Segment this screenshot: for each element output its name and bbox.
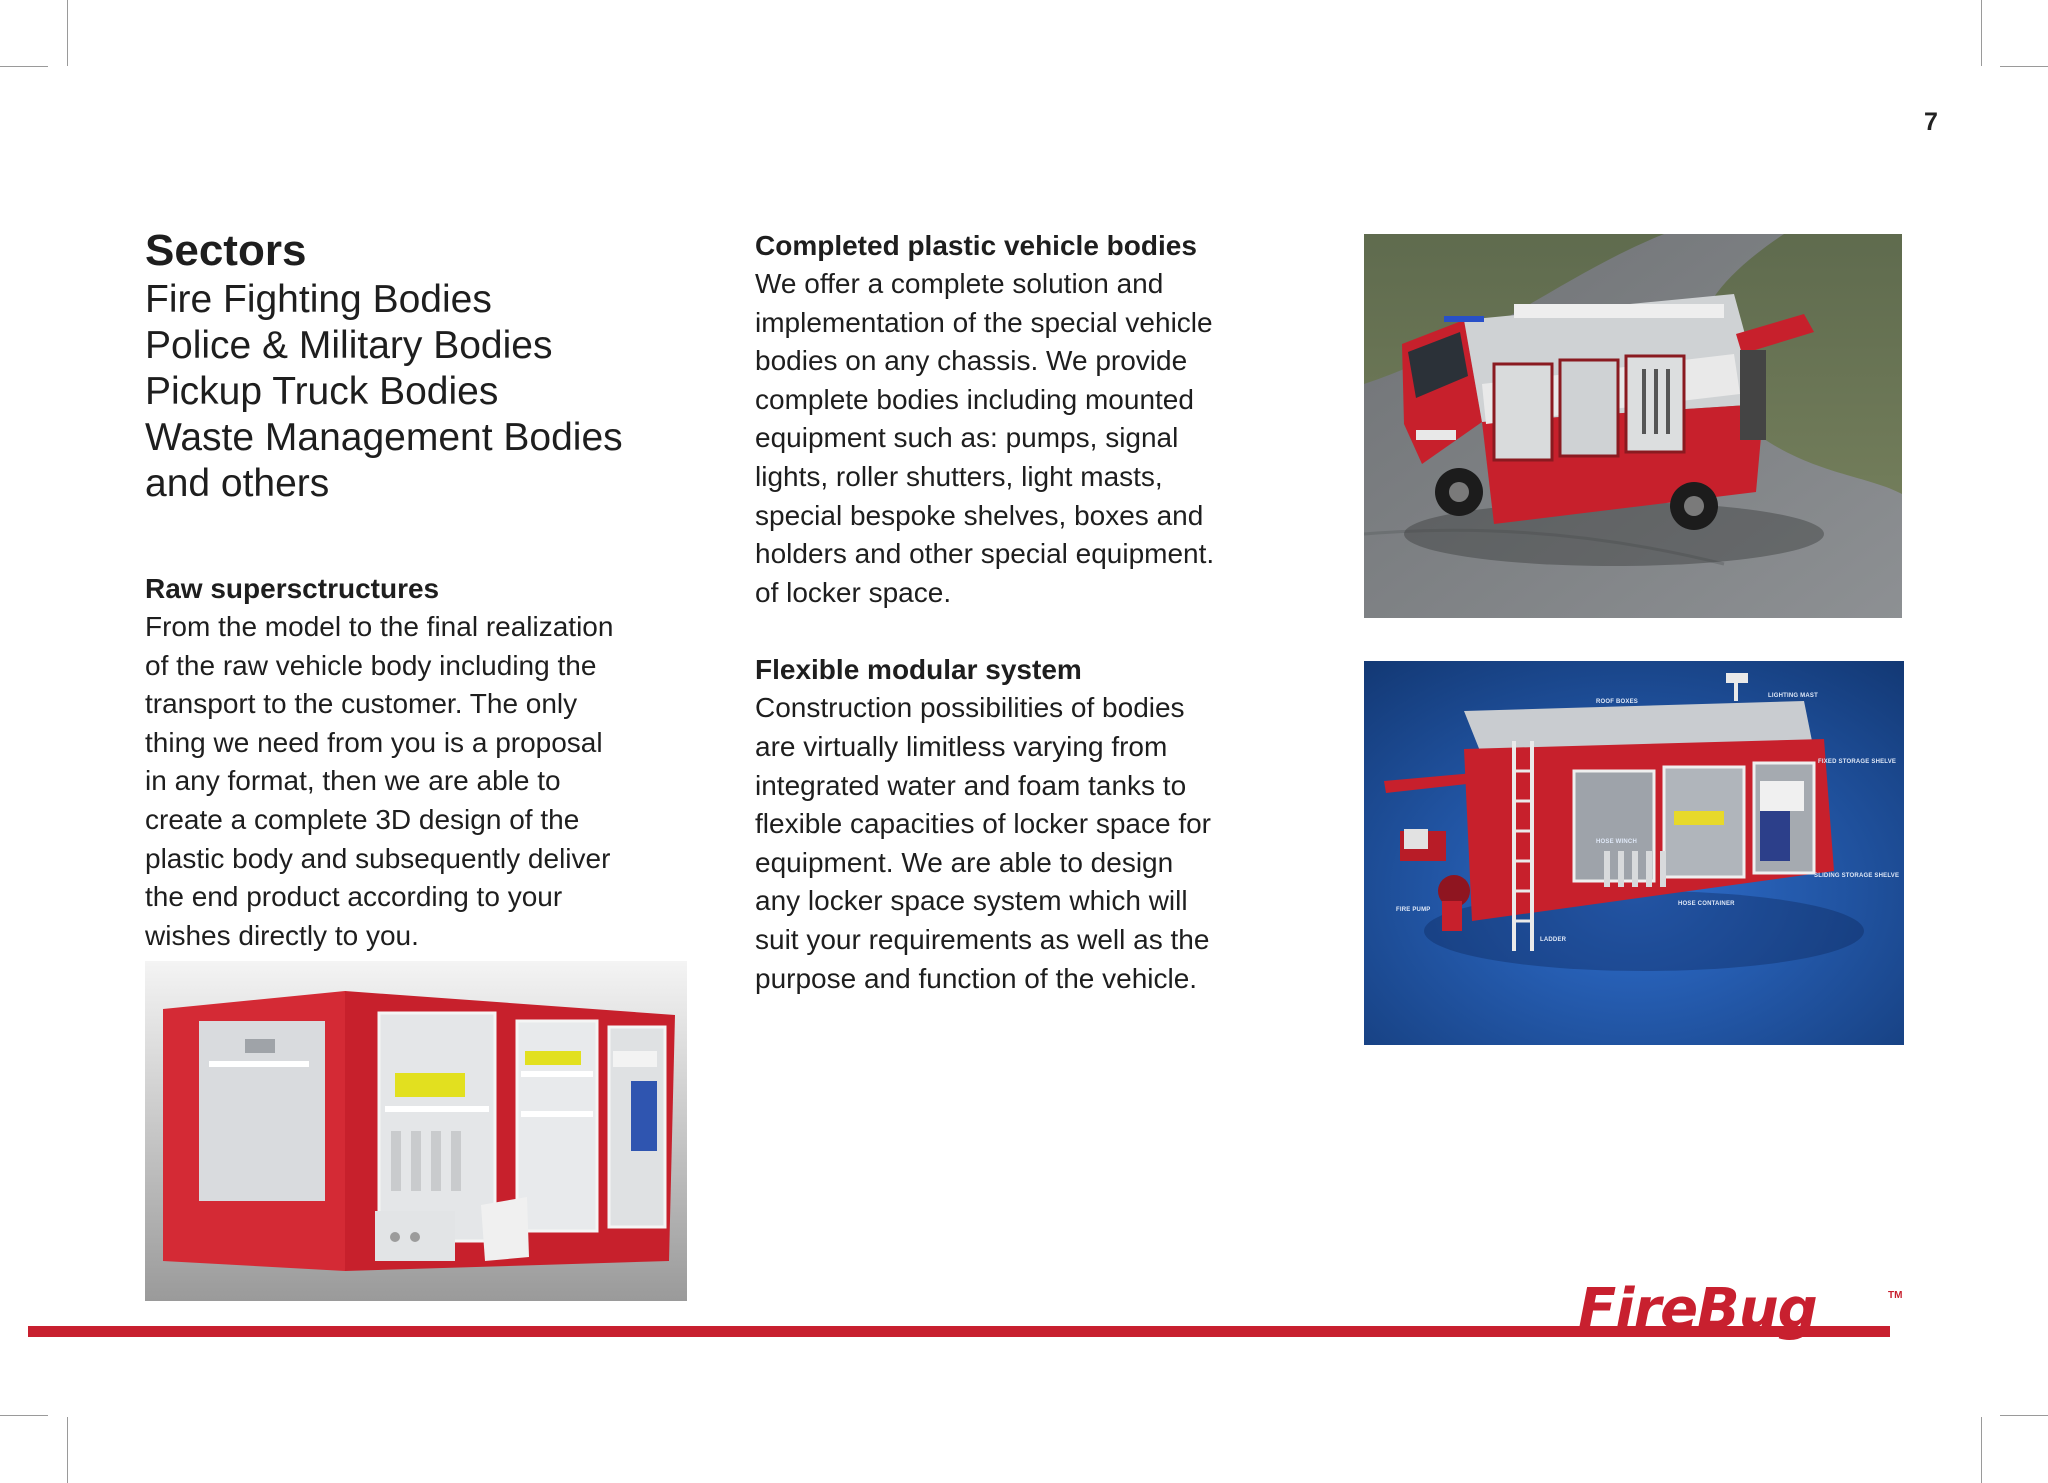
label-fixed-storage-shelve: FIXED STORAGE SHELVE: [1818, 759, 1897, 765]
crop-mark: [67, 1417, 68, 1483]
sector-item: Pickup Truck Bodies: [145, 370, 499, 413]
modular-diagram-illustration: [1364, 661, 1904, 1045]
label-hose-winch: HOSE WINCH: [1596, 839, 1637, 845]
text-line: Construction possibilities of bodies: [755, 692, 1185, 724]
text-line: integrated water and foam tanks to: [755, 769, 1187, 801]
flexible-heading: Flexible modular system: [755, 654, 1082, 686]
raw-body: [145, 608, 705, 955]
text-line: suit your requirements as well as the: [755, 923, 1210, 955]
page-number: 7: [1924, 108, 1938, 136]
fire-truck-photo: [1364, 234, 1902, 618]
crop-mark: [2000, 1415, 2048, 1416]
completed-body: [755, 265, 1315, 612]
crop-mark: [0, 1415, 48, 1416]
text-line: flexible capacities of locker space for: [755, 808, 1211, 840]
crop-mark: [0, 66, 48, 67]
text-line: equipment. We are able to design: [755, 846, 1174, 878]
text-line: bodies on any chassis. We provide: [755, 345, 1188, 377]
sector-item: Police & Military Bodies: [145, 324, 553, 367]
crop-mark: [2000, 66, 2048, 67]
crop-mark: [1981, 1417, 1982, 1483]
label-hose-container: HOSE CONTAINER: [1678, 901, 1735, 907]
flexible-body: [755, 689, 1315, 998]
text-line: implementation of the special vehicle: [755, 306, 1213, 338]
text-line: lights, roller shutters, light masts,: [755, 460, 1163, 492]
middle-column: [755, 226, 1315, 998]
text-line: wishes directly to you.: [145, 919, 419, 951]
fire-truck-illustration: [1364, 234, 1902, 618]
text-line: the end product according to your: [145, 881, 563, 913]
label-roof-boxes: ROOF BOXES: [1596, 699, 1639, 705]
label-ladder: LADDER: [1540, 937, 1567, 943]
text-line: of locker space.: [755, 576, 952, 608]
raw-body-illustration: [145, 961, 687, 1301]
sectors-title: Sectors: [145, 226, 307, 275]
text-line: are virtually limitless varying from: [755, 730, 1168, 762]
modular-system-diagram: [1364, 661, 1904, 1045]
text-line: purpose and function of the vehicle.: [755, 962, 1198, 994]
completed-heading: Completed plastic vehicle bodies: [755, 230, 1197, 261]
text-line: in any format, then we are able to: [145, 765, 561, 797]
sector-item: Waste Management Bodies: [145, 416, 623, 459]
left-column: [145, 225, 705, 955]
text-line: special bespoke shelves, boxes and: [755, 499, 1204, 531]
label-fire-pump: FIRE PUMP: [1396, 907, 1431, 913]
sector-item: and others: [145, 462, 330, 505]
text-line: of the raw vehicle body including the: [145, 649, 597, 681]
text-line: thing we need from you is a proposal: [145, 726, 603, 758]
crop-mark: [1981, 0, 1982, 66]
sector-item: Fire Fighting Bodies: [145, 278, 492, 321]
raw-body-render: [145, 961, 687, 1301]
text-line: create a complete 3D design of the: [145, 803, 580, 835]
crop-mark: [67, 0, 68, 66]
label-lighting-mast: LIGHTING MAST: [1768, 693, 1818, 699]
text-line: From the model to the final realization: [145, 611, 614, 642]
text-line: plastic body and subsequently deliver: [145, 842, 611, 874]
text-line: holders and other special equipment.: [755, 538, 1215, 570]
firebug-logo: FireBug: [1578, 1277, 1817, 1342]
text-line: any locker space system which will: [755, 885, 1188, 917]
raw-heading: Raw supersctructures: [145, 573, 440, 604]
text-line: We offer a complete solution and: [755, 268, 1164, 299]
sector-list: [145, 277, 705, 507]
trademark-mark: TM: [1888, 1290, 1903, 1301]
label-sliding-storage-shelve: SLIDING STORAGE SHELVE: [1814, 873, 1900, 879]
text-line: transport to the customer. The only: [145, 688, 578, 720]
text-line: complete bodies including mounted: [755, 383, 1194, 415]
text-line: equipment such as: pumps, signal: [755, 422, 1179, 454]
